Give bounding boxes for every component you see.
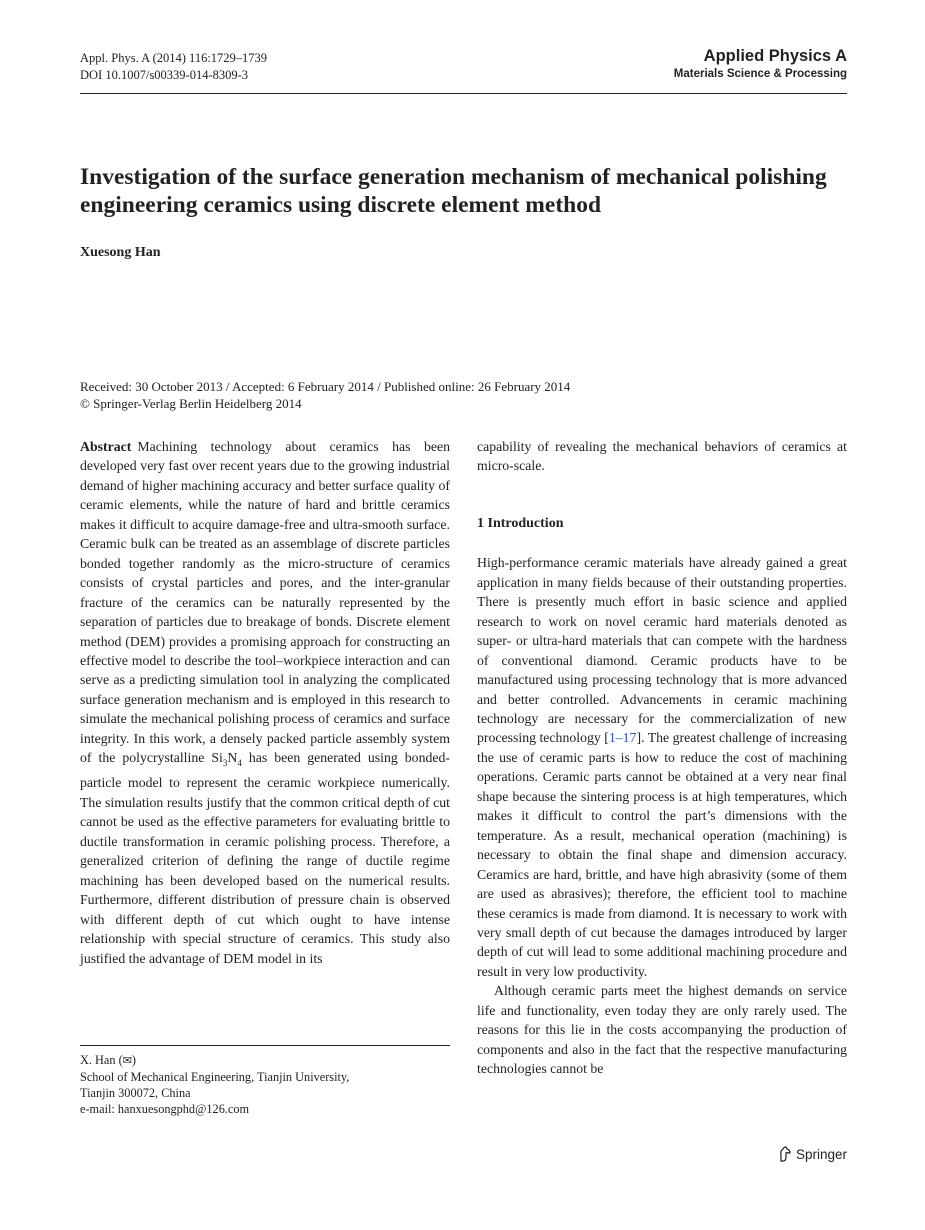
footnote-name-line [80, 1052, 349, 1069]
formula-sub-4: 4 [237, 758, 242, 768]
abstract-text-a: Machining technology about ceramics has been developed very fast over recent years due to the growing industrial demand of higher machining accuracy and better surface quality of ceramic elements, while the nature of hard and brittle ceramics makes it difficult to acquire damage-free and ultra-smooth surface. Ceramic bulk can be treated as an assemblage of discrete particles bonded together randomly as the micro-structure of ceramics consists of crystal particles and pores, and the inter-granular fracture of the ceramics can be naturally represented by the separation of particles due to breakage of bonds. Discrete element method (DEM) provides a promising approach for constructing an effective model to describe the tool–workpiece interaction and can serve as a predicting simulation tool in analyzing the complicated surface generation mechanism and is employed in this research to simulate the mechanical polishing process of ceramics and surface integrity. In this work, a densely packed particle assembly system of the polycrystalline [80, 439, 450, 766]
citation: Appl. Phys. A (2014) 116:1729–1739 [80, 51, 268, 65]
journal-name: Applied Physics A [703, 47, 847, 65]
footnote-affiliation: School of Mechanical Engineering, Tianjin University, [80, 1070, 350, 1084]
author: Xuesong Han [80, 245, 161, 260]
intro-p1-text-b: ]. The greatest challenge of increasing the use of ceramic parts is how to reduce the cost of machining operations. Ceramic parts cannot be obtained at a very near final shape because the sintering process is at high temperatures, which makes it difficult to control the part’s dimensions with the temperature. As a result, mechanical operation (machining) is necessary to obtain the final shape and dimension accuracy. Ceramics are hard, brittle, and have high abrasivity (some of them are used as abrasives); therefore, the efficient tool to machine these ceramics is made from diamond. It is necessary to work with very small depth of cut because the damages introduced by larger depth of cut will lead to some additional machining procedure and result in very low productivity. [477, 730, 848, 979]
header-rule [80, 93, 847, 94]
journal-logo [674, 46, 847, 83]
left-column [80, 437, 450, 968]
springer-logo [778, 1146, 847, 1162]
formula-si: Si [211, 750, 223, 766]
publication-dates [80, 378, 570, 412]
envelope-icon: ✉ [122, 1054, 132, 1067]
footnote-email[interactable]: e-mail: hanxuesongphd@126.com [80, 1102, 250, 1116]
journal-subtitle: Materials Science & Processing [673, 68, 847, 80]
abstract [80, 437, 450, 968]
footnote-city: Tianjin 300072, China [80, 1086, 191, 1100]
reference-link[interactable]: 1–17 [608, 730, 637, 746]
doi: DOI 10.1007/s00339-014-8309-3 [80, 68, 249, 82]
footnote-name: X. Han ( [80, 1053, 123, 1067]
intro-p1-text-a: High-performance ceramic materials have already gained a great application in many fields because of their outstanding properties. There is presently much effort in basic science and applied research to work on novel ceramic hard materials denoted as super- or ultra-hard materials that can compete with the hardness of conventional diamond. Ceramic products have to be manufactured using processing technology that is more advanced and better controlled. Advancements in ceramic machining technology are necessary for the commercialization of new processing technology [ [477, 555, 847, 746]
footnote-name-close: ) [131, 1053, 137, 1067]
citation-block [80, 50, 267, 84]
intro-paragraph-1 [477, 553, 847, 981]
formula-sub-3: 3 [222, 758, 228, 768]
copyright: © Springer-Verlag Berlin Heidelberg 2014 [80, 396, 302, 411]
author-footnote [80, 1052, 349, 1117]
section-heading-introduction: 1 Introduction [477, 515, 564, 531]
springer-label: Springer [795, 1146, 847, 1162]
dates-line: Received: 30 October 2013 / Accepted: 6 February 2014 / Published online: 26 February 2014 [80, 379, 571, 394]
formula-n: N [227, 750, 238, 766]
springer-horse-icon [778, 1146, 792, 1162]
paper-title: Investigation of the surface generation mechanism of mechanical polishing engineering ceramics using discrete element method [80, 164, 827, 218]
abstract-text-b: has been generated using bonded-particle model to represent the ceramic workpiece numerically. The simulation results justify that the common critical depth of cut cannot be used as the effective parameters for evaluating brittle to ductile transformation in ceramic polishing process. Therefore, a generalized criterion of defining the range of ductile regime machining has been developed based on the numerical results. Furthermore, different distribution of pressure chain is observed with different depth of cut which ought to have intense relationship with special structure of ceramics. This study also justified the advantage of DEM model in its [80, 750, 450, 966]
abstract-continuation: capability of revealing the mechanical behaviors of ceramics at micro-scale. [477, 439, 847, 474]
right-column [477, 437, 847, 1079]
abstract-label: Abstract [80, 439, 132, 454]
intro-paragraph-2: Although ceramic parts meet the highest demands on service life and functionality, even today they are only rarely used. The reasons for this lie in the costs accompanying the production of components and also in the fact that the respective manufacturing technologies cannot be [477, 983, 847, 1077]
footnote-rule [80, 1045, 450, 1046]
